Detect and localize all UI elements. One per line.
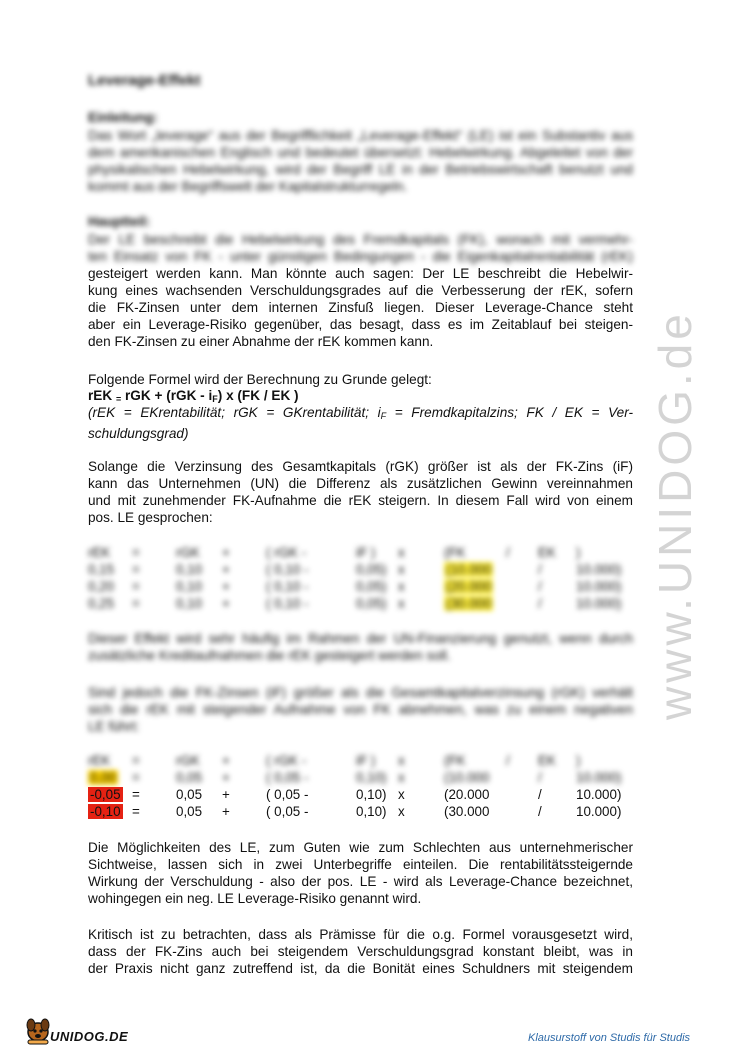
- table-cell: ): [576, 753, 581, 768]
- table-cell-highlight: -0,05: [90, 787, 121, 802]
- formula-part: rGK + (rGK - i: [125, 388, 213, 403]
- legend-line: schuldungsgrad): [88, 426, 189, 441]
- table-row: [88, 787, 648, 804]
- table-cell: ( 0,10 -: [266, 579, 309, 594]
- table-cell: 10.000): [576, 770, 622, 785]
- table-header-row: [88, 545, 648, 562]
- main-heading: Hauptteil:: [88, 214, 151, 229]
- table-cell-highlight: -0,10: [90, 804, 121, 819]
- table-cell: +: [222, 562, 230, 577]
- table-cell: +: [222, 579, 230, 594]
- table-cell: x: [398, 753, 405, 768]
- positive-le-paragraph: [88, 458, 633, 526]
- table-row: [88, 562, 648, 579]
- footer-slogan: Klausurstoff von Studis für Studis: [528, 1032, 691, 1044]
- main-line: kung eines wachsenden Verschuldungsgrades auf die Verbesserung der rEK, sofern: [88, 283, 633, 298]
- table-cell: (FK: [444, 753, 466, 768]
- table-row: [88, 770, 648, 787]
- table-cell: 0,10: [176, 579, 203, 594]
- critic-line: dass der FK-Zins auch bei steigendem Verschuldungsgrad konstant bleibt, was in: [88, 944, 633, 959]
- chances-paragraph: [88, 839, 633, 907]
- table-cell: 0,10): [356, 787, 387, 802]
- formula-subscript: F: [212, 394, 218, 404]
- table-cell: /: [538, 770, 542, 785]
- main-line: den FK-Zinsen zu einer Abnahme der rEK kommen kann.: [88, 334, 434, 349]
- table-cell: /: [506, 753, 510, 768]
- table-cell: +: [222, 596, 230, 611]
- table-cell: 0,05: [176, 787, 203, 802]
- pos-line: und mit zunehmender FK-Aufnahme die rEK steigern. In diesem Fall wird von einem: [88, 493, 633, 508]
- chances-line: Wirkung der Verschuldung - also der pos. LE - wird als Leverage-Chance bezeichnet,: [88, 874, 633, 889]
- table-cell: +: [222, 804, 230, 819]
- table-cell: ( 0,05 -: [266, 787, 309, 802]
- table-cell: 0,05): [356, 579, 387, 594]
- pos-line: kann das Unternehmen (UN) die Differenz als zusätzlichen Gewinn vereinnahmen: [88, 476, 633, 491]
- document-title: Leverage-Effekt: [88, 72, 201, 89]
- legend-part: = Fremdkapitalzins; FK / EK = Ver-: [386, 405, 633, 420]
- pos-line: pos. LE gesprochen:: [88, 510, 213, 525]
- table-cell-highlight: (20.000: [446, 579, 492, 594]
- main-line: aber ein Leverage-Risiko gegenüber, das besagt, dass es im Zeitablauf bei steigen-: [88, 317, 633, 332]
- legend-subscript: F: [380, 411, 387, 421]
- table-cell: ( 0,10 -: [266, 562, 309, 577]
- table-cell: x: [398, 545, 405, 560]
- table-cell-highlight: (10.000: [446, 562, 492, 577]
- table-cell: 0,05): [356, 562, 387, 577]
- critic-line: der Praxis nicht ganz zutreffend ist, da die Bonität eines Schuldners mit steigendem: [88, 961, 633, 976]
- neg-line: Sind jedoch die FK-Zinsen (iF) größer als die Gesamtkapitalverzinsung (rGK) verhält: [88, 685, 633, 700]
- table-cell: 0,25: [88, 596, 115, 611]
- table-cell: 10.000): [576, 804, 622, 819]
- table-cell: 0,20: [88, 579, 115, 594]
- chances-line: Die Möglichkeiten des LE, zum Guten wie zum Schlechten aus unternehmerischer: [88, 840, 633, 855]
- neg-line: sich die rEK mit steigender Aufnahme von FK abnehmen, was zu einem negativen: [88, 702, 633, 717]
- table-cell: (20.000: [444, 787, 490, 802]
- table-cell: =: [132, 562, 140, 577]
- main-line: ten Einsatz von FK - unter günstigen Bedingungen - die Eigenkapitalrentabilität (rEK): [88, 249, 633, 264]
- formula-part: ) x (FK / EK ): [217, 388, 299, 403]
- critic-paragraph: [88, 926, 633, 977]
- table-cell: /: [538, 579, 542, 594]
- table-cell: 0,10: [176, 562, 203, 577]
- main-line: Der LE beschreibt die Hebelwirkung des Fremdkapitals (FK), wonach mit vermehr-: [88, 232, 633, 247]
- table-cell: /: [538, 596, 542, 611]
- formula: [88, 388, 299, 404]
- table-cell: =: [132, 753, 140, 768]
- table-cell: +: [222, 787, 230, 802]
- table-cell: 10.000): [576, 787, 622, 802]
- table-cell: =: [132, 596, 140, 611]
- table-cell: x: [398, 579, 405, 594]
- table-cell: =: [132, 770, 140, 785]
- table-cell: /: [506, 545, 510, 560]
- table-cell: 10.000): [576, 596, 622, 611]
- table-cell: ( rGK -: [266, 545, 307, 560]
- mid-line: Dieser Effekt wird sehr häufig im Rahmen der UN-Finanzierung genutzt, wenn durch: [88, 631, 633, 646]
- chances-line: Sichtweise, lassen sich in zwei Unterbegriffe einteilen. Die rentabilitätssteigernde: [88, 857, 633, 872]
- table-cell: iF ): [356, 753, 376, 768]
- table-cell: rGK: [176, 545, 200, 560]
- table-cell: x: [398, 787, 405, 802]
- table-cell: =: [132, 545, 140, 560]
- watermark: www.UNIDOG.de: [649, 310, 701, 720]
- table-cell: +: [222, 545, 230, 560]
- table-cell: x: [398, 596, 405, 611]
- table-cell: x: [398, 804, 405, 819]
- table-cell: ( 0,05 -: [266, 770, 309, 785]
- table-cell: =: [132, 804, 140, 819]
- table-header-row: [88, 753, 648, 770]
- logo-text: UNIDOG.DE: [50, 1029, 129, 1044]
- main-line: die FK-Zinsen unter dem internen Zinsfuß liegen. Dieser Leverage-Chance steht: [88, 300, 633, 315]
- table-cell: 10.000): [576, 562, 622, 577]
- table-cell: /: [538, 804, 542, 819]
- table-cell: EK: [538, 545, 556, 560]
- mid-paragraph: [88, 630, 633, 664]
- table-cell: ( 0,05 -: [266, 804, 309, 819]
- table-cell: ): [576, 545, 581, 560]
- table-cell: /: [538, 562, 542, 577]
- mid-line: zusätzliche Kreditaufnahmen die rEK gesteigert werden soll.: [88, 648, 451, 663]
- chances-line: wohingegen ein neg. LE Leverage-Risiko genannt wird.: [88, 891, 422, 906]
- neg-line: LE führt:: [88, 719, 140, 734]
- formula-equals: =: [115, 394, 122, 404]
- formula-legend: [88, 404, 633, 442]
- table-cell: 0,05: [176, 804, 203, 819]
- table-cell: x: [398, 770, 405, 785]
- table-cell: 0,10): [356, 804, 387, 819]
- table-cell: (FK: [444, 545, 466, 560]
- main-line: gesteigert werden kann. Man könnte auch sagen: Der LE beschreibt die Hebelwir-: [88, 266, 633, 281]
- table-cell: 0,05): [356, 596, 387, 611]
- legend-part: (rEK = EKrentabilität; rGK = GKrentabilität; i: [88, 405, 381, 420]
- table-cell: (10.000: [444, 770, 490, 785]
- pos-line: Solange die Verzinsung des Gesamtkapitals (rGK) größer ist als der FK-Zins (iF): [88, 459, 633, 474]
- table-cell: 10.000): [576, 579, 622, 594]
- main-paragraph: [88, 231, 633, 350]
- table-cell: EK: [538, 753, 556, 768]
- table-cell: rGK: [176, 753, 200, 768]
- intro-heading: Einleitung:: [88, 110, 158, 125]
- table-row: [88, 579, 648, 596]
- table-cell: rEK: [88, 545, 111, 560]
- table-cell: 0,05: [176, 770, 203, 785]
- table-cell-highlight: (30.000: [446, 596, 492, 611]
- table-cell: ( rGK -: [266, 753, 307, 768]
- negative-le-paragraph: [88, 684, 633, 735]
- formula-intro: Folgende Formel wird der Berechnung zu Grunde gelegt:: [88, 372, 432, 387]
- intro-paragraph: Das Wort „leverage“ aus der Begrifflichkeit „Leverage-Effekt“ (LE) ist ein Substantiv aus dem amerikanischen Englisch und bedeutet übersetzt: Hebelwirkung. Abgeleitet von der physikalischen Hebelwirkung, wird der Begriff LE in der Betriebswirtschaft benutzt und kommt aus der Begriffswelt der Kapitalstrukturregeln.: [88, 128, 633, 194]
- table-cell: =: [132, 787, 140, 802]
- critic-line: Kritisch ist zu betrachten, dass als Prämisse für die o.g. Formel vorausgesetzt wird,: [88, 927, 633, 942]
- table-row: [88, 804, 648, 821]
- table-cell: 0,10: [176, 596, 203, 611]
- table-cell: +: [222, 753, 230, 768]
- table-cell: iF ): [356, 545, 376, 560]
- formula-part: rEK: [88, 388, 113, 403]
- table-cell: ( 0,10 -: [266, 596, 309, 611]
- table-cell: /: [538, 787, 542, 802]
- table-row: [88, 596, 648, 613]
- table-cell: (30.000: [444, 804, 490, 819]
- table-cell-highlight: 0,00: [90, 770, 117, 785]
- table-cell: rEK: [88, 753, 111, 768]
- table-cell: 0,15: [88, 562, 115, 577]
- table-cell: x: [398, 562, 405, 577]
- table-cell: =: [132, 579, 140, 594]
- table-cell: +: [222, 770, 230, 785]
- table-cell: 0,10): [356, 770, 387, 785]
